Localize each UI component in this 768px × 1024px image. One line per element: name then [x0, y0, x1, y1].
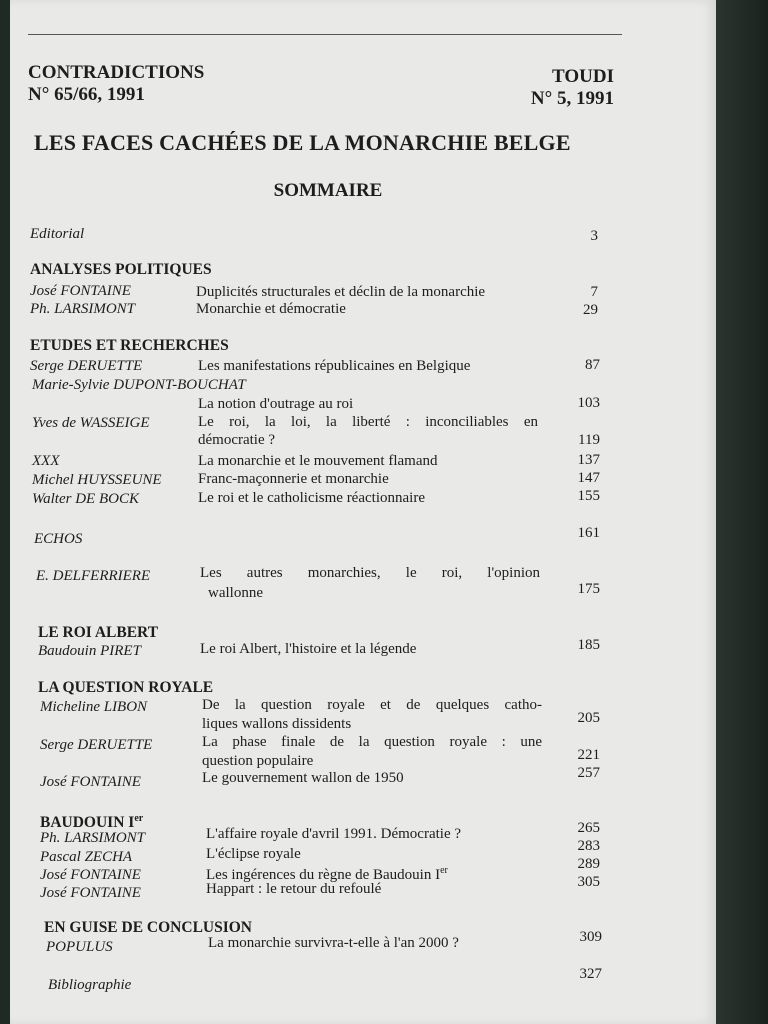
toc-title: Franc-maçonnerie et monarchie [198, 471, 389, 487]
bibliographie-page: 327 [579, 966, 602, 982]
toc-title: La monarchie et le mouvement flamand [198, 453, 438, 469]
toc-title: Happart : le retour du refoulé [206, 881, 382, 897]
toc-author: Micheline LIBON [40, 699, 148, 715]
toc-title-continued: wallonne [208, 585, 263, 601]
echos-page: 161 [577, 525, 600, 541]
background-edge [716, 0, 768, 1024]
toc-title: Le roi et le catholicisme réactionnaire [198, 490, 425, 506]
section-heading-baudouin-text: BAUDOUIN I [40, 814, 135, 832]
toc-author: José FONTAINE [40, 885, 141, 901]
section-heading-question-royale: LA QUESTION ROYALE [38, 679, 214, 696]
toc-title: De la question royale et de quelques catho- [202, 697, 542, 713]
toc-title: La notion d'outrage au roi [198, 396, 354, 412]
toc-page: 29 [583, 302, 598, 318]
toc-page: 103 [577, 395, 600, 411]
toc-title: Duplicités structurales et déclin de la monarchie [196, 284, 486, 300]
journal-header-right [510, 66, 614, 110]
toc-title: Monarchie et démocratie [196, 301, 346, 317]
toc-page: 205 [577, 710, 600, 726]
toc-page: 137 [577, 452, 600, 468]
toc-page: 265 [577, 820, 600, 836]
editorial-label: Editorial [30, 226, 85, 242]
toc-title: Les autres monarchies, le roi, l'opinion [200, 565, 540, 581]
toc-title: L'affaire royale d'avril 1991. Démocratie ? [206, 826, 462, 842]
toc-author: Marie-Sylvie DUPONT-BOUCHAT [32, 377, 246, 393]
toc-author: Yves de WASSEIGE [32, 415, 150, 431]
toc-title-text: Les ingérences du règne de Baudouin I [206, 867, 441, 883]
toc-page: 305 [577, 874, 600, 890]
toc-title-continued: liques wallons dissidents [202, 716, 352, 732]
toc-author: José FONTAINE [40, 867, 141, 883]
toc-title-continued: question populaire [202, 753, 314, 769]
section-heading-roi-albert: LE ROI ALBERT [38, 624, 159, 641]
toc-author: POPULUS [46, 939, 113, 955]
editorial-page: 3 [590, 228, 598, 244]
journal-issue: N° 65/66, 1991 [28, 84, 145, 105]
toc-page: 155 [577, 488, 600, 504]
section-heading-conclusion: EN GUISE DE CONCLUSION [44, 919, 253, 936]
toc-title-sup: er [440, 865, 448, 876]
toc-page: 283 [577, 838, 600, 854]
toc-page: 185 [577, 637, 600, 653]
toc-title: Le roi Albert, l'histoire et la légende [200, 641, 417, 657]
toc-title: Le gouvernement wallon de 1950 [202, 770, 404, 786]
toc-author: Baudouin PIRET [38, 643, 141, 659]
section-heading-analyses: ANALYSES POLITIQUES [30, 261, 212, 278]
toc-author: Ph. LARSIMONT [30, 301, 135, 317]
journal-header-left [28, 62, 204, 106]
top-rule [28, 34, 622, 35]
toc-author: Serge DERUETTE [30, 358, 143, 374]
toc-page: 257 [577, 765, 600, 781]
toc-author: José FONTAINE [30, 283, 131, 299]
toc-title: La monarchie survivra-t-elle à l'an 2000 ? [208, 935, 459, 951]
toc-page: 175 [577, 581, 600, 597]
toc-title: L'éclipse royale [206, 846, 301, 862]
journal-name-right: TOUDI [552, 66, 614, 87]
toc-author: Serge DERUETTE [40, 737, 153, 753]
toc-author: XXX [32, 453, 60, 469]
toc-author: Walter DE BOCK [32, 491, 139, 507]
toc-page: 289 [577, 856, 600, 872]
page-title: LES FACES CACHÉES DE LA MONARCHIE BELGE [34, 130, 571, 155]
toc-page: 221 [577, 747, 600, 763]
toc-page: 87 [585, 357, 600, 373]
toc-title: Les manifestations républicaines en Belgique [198, 358, 471, 374]
echos-label: ECHOS [34, 531, 83, 547]
toc-title: Le roi, la loi, la liberté : inconciliables en [198, 414, 538, 430]
toc-author: Michel HUYSSEUNE [32, 472, 162, 488]
sommaire-heading: SOMMAIRE [273, 180, 383, 201]
journal-name: CONTRADICTIONS [28, 62, 205, 83]
toc-author: José FONTAINE [40, 774, 141, 790]
document-page [10, 0, 716, 1024]
journal-issue-right: N° 5, 1991 [530, 88, 614, 109]
bibliographie-label: Bibliographie [48, 977, 132, 993]
toc-page: 309 [579, 929, 602, 945]
section-heading-baudouin-sup: er [134, 813, 144, 824]
toc-author: E. DELFERRIERE [36, 568, 151, 584]
toc-author: Ph. LARSIMONT [40, 830, 145, 846]
toc-page: 147 [577, 470, 600, 486]
toc-title-continued: démocratie ? [198, 432, 276, 448]
toc-author: Pascal ZECHA [40, 849, 133, 865]
section-heading-etudes: ETUDES ET RECHERCHES [30, 337, 229, 354]
toc-title: La phase finale de la question royale : une [202, 734, 542, 750]
toc-page: 119 [578, 432, 600, 448]
toc-page: 7 [590, 284, 598, 300]
